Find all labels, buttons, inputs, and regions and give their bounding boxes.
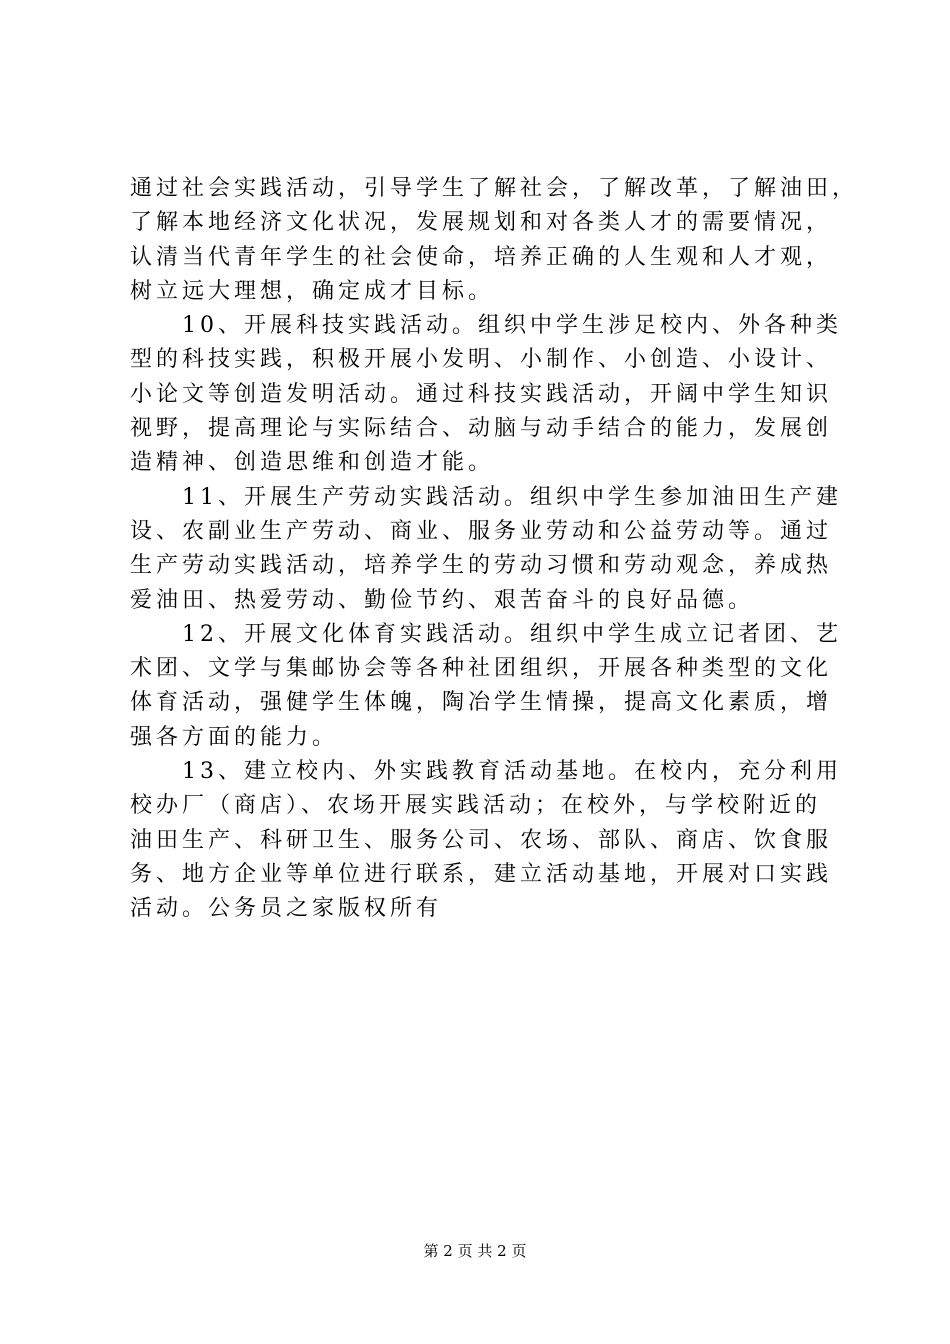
text-line: 生产劳动实践活动，培养学生的劳动习惯和劳动观念，养成热 (130, 553, 833, 579)
text-line: 体育活动，强健学生体魄，陶冶学生情操，提高文化素质，增 (130, 690, 833, 716)
text-line: 13、建立校内、外实践教育活动基地。在校内，充分利用 (130, 759, 842, 785)
text-line: 树立远大理想，确定成才目标。 (130, 278, 495, 304)
text-line: 小论文等创造发明活动。通过科技实践活动，开阔中学生知识 (130, 381, 833, 407)
text-line: 型的科技实践，积极开展小发明、小制作、小创造、小设计、 (130, 347, 833, 373)
text-line: 10、开展科技实践活动。组织中学生涉足校内、外各种类 (130, 313, 842, 339)
text-line: 油田生产、科研卫生、服务公司、农场、部队、商店、饮食服 (130, 827, 833, 853)
text-line: 12、开展文化体育实践活动。组织中学生成立记者团、艺 (130, 621, 842, 647)
text-line: 视野，提高理论与实际结合、动脑与动手结合的能力，发展创 (130, 416, 833, 442)
text-line: 设、农副业生产劳动、商业、服务业劳动和公益劳动等。通过 (130, 518, 833, 544)
text-line: 造精神、创造思维和创造才能。 (130, 450, 495, 476)
text-line: 强各方面的能力。 (130, 724, 339, 750)
text-line: 活动。公务员之家版权所有 (130, 896, 443, 922)
text-line: 认清当代青年学生的社会使命，培养正确的人生观和人才观， (130, 244, 833, 270)
text-line: 了解本地经济文化状况，发展规划和对各类人才的需要情况， (130, 210, 833, 236)
text-line: 通过社会实践活动，引导学生了解社会，了解改革，了解油田， (130, 176, 859, 201)
text-line: 术团、文学与集邮协会等各种社团组织，开展各种类型的文化 (130, 656, 833, 682)
text-line: 爱油田、热爱劳动、勤俭节约、艰苦奋斗的良好品德。 (130, 587, 755, 613)
text-line: 11、开展生产劳动实践活动。组织中学生参加油田生产建 (130, 484, 842, 510)
body-text (130, 172, 859, 927)
text-line: 务、地方企业等单位进行联系，建立活动基地，开展对口实践 (130, 861, 833, 887)
text-line: 校办厂（商店）、农场开展实践活动；在校外，与学校附近的 (130, 793, 822, 819)
page-number-footer: 第 2 页 共 2 页 (423, 1242, 527, 1260)
